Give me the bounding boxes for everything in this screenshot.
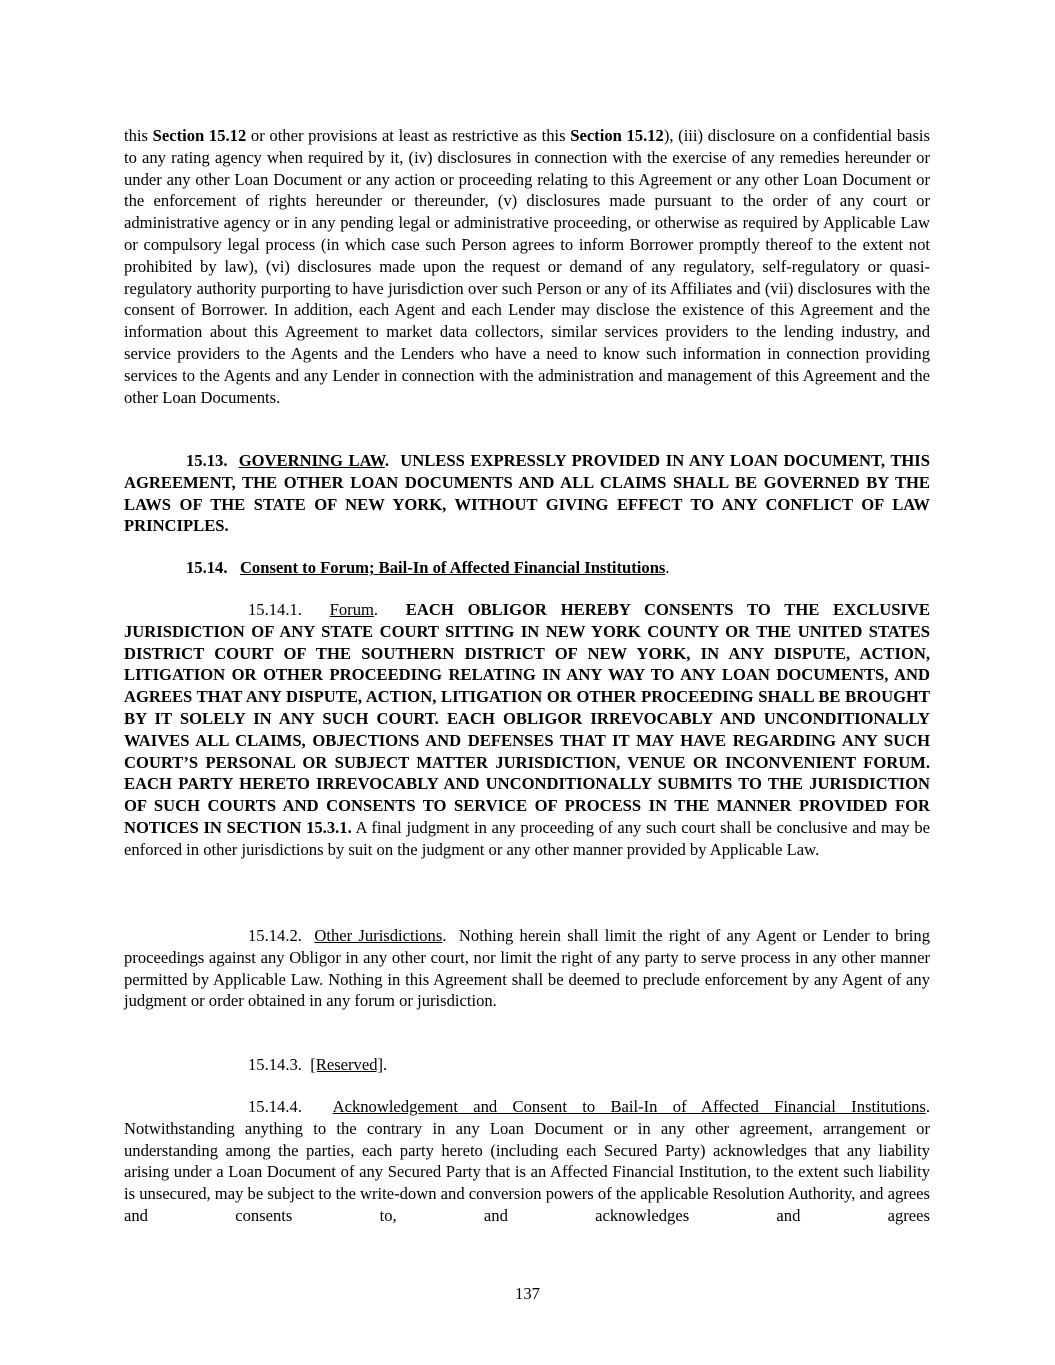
paragraph-text: ), (iii) disclosure on a confidential basis to any rating agency when required by it, (iv) disclosures in connection with the exercise of any remedies hereunder or under any other Loan Document or any action or proceeding relating to this Agreement or any other Loan Document or the enforcement of rights hereunder or thereunder, (v) disclosures made pursuant to the order of any court or administrative agency or in any pending legal or administrative proceeding, or otherwise as required by Applicable Law or compulsory legal process (in which case such Person agrees to inform Borrower promptly thereof to the extent not prohibited by law), (vi) disclosures made upon the request or demand of any regulatory, self-regulatory or quasi-regulatory authority purporting to have jurisdiction over such Person or any of its Affiliates and (vii) disclosures with the consent of Borrower. In addition, each Agent and each Lender may disclose the existence of this Agreement and the information about this Agreement to market data collectors, similar services providers to the lending industry, and service providers to the Agents and the Lenders who have a need to know such information in connection providing services to the Agents and any Lender in connection with the administration and management of this Agreement and the other Loan Documents.: [124, 126, 931, 407]
section-15-14-2: 15.14.2. Other Jurisdictions. Nothing herein shall limit the right of any Agent or Lender to bring proceedings against any Obligor in any other court, nor limit the right of any party to serve process in any other manner permitted by Applicable Law. Nothing in this Agreement shall be deemed to preclude enforcement by any Agent of any judgment or order obtained in any forum or jurisdiction.: [124, 926, 930, 1011]
section-15-14-heading: 15.14. Consent to Forum; Bail-In of Affected Financial Institutions.: [186, 558, 670, 577]
subsection-number: 15.14.4.: [248, 1097, 302, 1116]
section-title: Consent to Forum; Bail-In of Affected Financial Institutions: [239, 558, 666, 577]
section-title: GOVERNING LAW: [238, 451, 385, 470]
paragraph-text: or other provisions at least as restrictive as this: [246, 126, 571, 145]
section-reference: Section 15.12: [152, 126, 247, 145]
section-15-14-1: 15.14.1. Forum. EACH OBLIGOR HEREBY CONSENTS TO THE EXCLUSIVE JURISDICTION OF ANY STATE COURT SITTING IN NEW YORK COUNTY OR THE UNITED STATES DISTRICT COURT OF THE SOUTHERN DISTRICT OF NEW YORK, IN ANY DISPUTE, ACTION, LITIGATION OR OTHER PROCEEDING RELATING IN ANY WAY TO ANY LOAN DOCUMENTS, AND AGREES THAT ANY DISPUTE, ACTION, LITIGATION OR OTHER PROCEEDING SHALL BE BROUGHT BY IT SOLELY IN ANY SUCH COURT. EACH OBLIGOR IRREVOCABLY AND UNCONDITIONALLY WAIVES ALL CLAIMS, OBJECTIONS AND DEFENSES THAT IT MAY HAVE REGARDING ANY SUCH COURT’S PERSONAL OR SUBJECT MATTER JURISDICTION, VENUE OR INCONVENIENT FORUM. EACH PARTY HERETO IRREVOCABLY AND UNCONDITIONALLY SUBMITS TO THE JURISDICTION OF SUCH COURTS AND CONSENTS TO SERVICE OF PROCESS IN THE MANNER PROVIDED FOR NOTICES IN SECTION 15.3.1. A final judgment in any proceeding of any such court shall be conclusive and may be enforced in other jurisdictions by suit on the judgment or any other manner provided by Applicable Law.: [124, 600, 930, 859]
subsection-title: Acknowledgement and Consent to Bail-In of Affected Financial Institutions: [332, 1097, 926, 1116]
subsection-bold-body: EACH OBLIGOR HEREBY CONSENTS TO THE EXCLUSIVE JURISDICTION OF ANY STATE COURT SITTING IN NEW YORK COUNTY OR THE UNITED STATES DISTRICT COURT OF THE SOUTHERN DISTRICT OF NEW YORK, IN ANY DISPUTE, ACTION, LITIGATION OR OTHER PROCEEDING RELATING IN ANY WAY TO ANY LOAN DOCUMENTS, AND AGREES THAT ANY DISPUTE, ACTION, LITIGATION OR OTHER PROCEEDING SHALL BE BROUGHT BY IT SOLELY IN ANY SUCH COURT. EACH OBLIGOR IRREVOCABLY AND UNCONDITIONALLY WAIVES ALL CLAIMS, OBJECTIONS AND DEFENSES THAT IT MAY HAVE REGARDING ANY SUCH COURT’S PERSONAL OR SUBJECT MATTER JURISDICTION, VENUE OR INCONVENIENT FORUM. EACH PARTY HERETO IRREVOCABLY AND UNCONDITIONALLY SUBMITS TO THE JURISDICTION OF SUCH COURTS AND CONSENTS TO SERVICE OF PROCESS IN THE MANNER PROVIDED FOR NOTICES IN SECTION 15.3.1.: [124, 600, 930, 837]
subsection-body: A final judgment in any proceeding of any such court shall be conclusive and may be enforced in other jurisdictions by suit on the judgment or any other manner provided by Applicable Law.: [124, 817, 930, 859]
subsection-title: [Reserved]: [310, 1055, 384, 1074]
section-reference: Section 15.12: [570, 126, 664, 145]
section-number: 15.14.: [186, 558, 228, 577]
subsection-number: 15.14.2.: [248, 926, 302, 945]
section-15-14-4: 15.14.4. Acknowledgement and Consent to Bail-In of Affected Financial Institutions. Notwithstanding anything to the contrary in any Loan Document or in any other agreement, arrangement or understanding among the parties, each party hereto (including each Secured Party) acknowledges that any liability arising under a Loan Document of any Secured Party that is an Affected Financial Institution, to the extent such liability is unsecured, may be subject to the write-down and conversion powers of the applicable Resolution Authority, and agrees and consents to, and acknowledges and agrees: [124, 1097, 931, 1225]
section-number: 15.13.: [186, 451, 228, 470]
subsection-number: 15.14.1.: [248, 600, 302, 619]
subsection-body: Nothing herein shall limit the right of any Agent or Lender to bring proceedings against any Obligor in any other court, nor limit the right of any party to serve process in any other manner permitted by Applicable Law. Nothing in this Agreement shall be deemed to preclude enforcement by any Agent of any judgment or order obtained in any forum or jurisdiction.: [124, 926, 930, 1011]
section-body: UNLESS EXPRESSLY PROVIDED IN ANY LOAN DOCUMENT, THIS AGREEMENT, THE OTHER LOAN DOCUMENTS AND ALL CLAIMS SHALL BE GOVERNED BY THE LAWS OF THE STATE OF NEW YORK, WITHOUT GIVING EFFECT TO ANY CONFLICT OF LAW PRINCIPLES.: [124, 451, 930, 536]
subsection-number: 15.14.3.: [248, 1055, 302, 1074]
section-15-13: 15.13. GOVERNING LAW. UNLESS EXPRESSLY PROVIDED IN ANY LOAN DOCUMENT, THIS AGREEMENT, THE OTHER LOAN DOCUMENTS AND ALL CLAIMS SHALL BE GOVERNED BY THE LAWS OF THE STATE OF NEW YORK, WITHOUT GIVING EFFECT TO ANY CONFLICT OF LAW PRINCIPLES.: [124, 451, 930, 536]
subsection-body: Notwithstanding anything to the contrary in any Loan Document or in any other agreement, arrangement or understanding among the parties, each party hereto (including each Secured Party) acknowledges that any liability arising under a Loan Document of any Secured Party that is an Affected Financial Institution, to the extent such liability is unsecured, may be subject to the write-down and conversion powers of the applicable Resolution Authority, and agrees and consents to, and acknowledges and agrees: [124, 1118, 930, 1225]
confidentiality-paragraph: this Section 15.12 or other provisions at least as restrictive as this Section 15.12), (iii) disclosure on a confidential basis to any rating agency when required by it, (iv) disclosures in connection with the exercise of any remedies hereunder or under any other Loan Document or any action or proceeding relating to this Agreement or any other Loan Document or the enforcement of rights hereunder or thereunder, (v) disclosures made pursuant to the order of any court or administrative agency or in any pending legal or administrative proceeding, or otherwise as required by Applicable Law or compulsory legal process (in which case such Person agrees to inform Borrower promptly thereof to the extent not prohibited by law), (vi) disclosures made upon the request or demand of any regulatory, self-regulatory or quasi-regulatory authority purporting to have jurisdiction over such Person or any of its Affiliates and (vii) disclosures with the consent of Borrower. In addition, each Agent and each Lender may disclose the existence of this Agreement and the information about this Agreement to market data collectors, similar services providers to the lending industry, and service providers to the Agents and the Lenders who have a need to know such information in connection providing services to the Agents and any Lender in connection with the administration and management of this Agreement and the other Loan Documents.: [124, 126, 931, 407]
page-number: 137: [515, 1284, 540, 1303]
section-15-14-3: 15.14.3. [Reserved].: [124, 1054, 930, 1076]
subsection-title: Forum: [329, 600, 374, 619]
subsection-title: Other Jurisdictions: [314, 926, 443, 945]
